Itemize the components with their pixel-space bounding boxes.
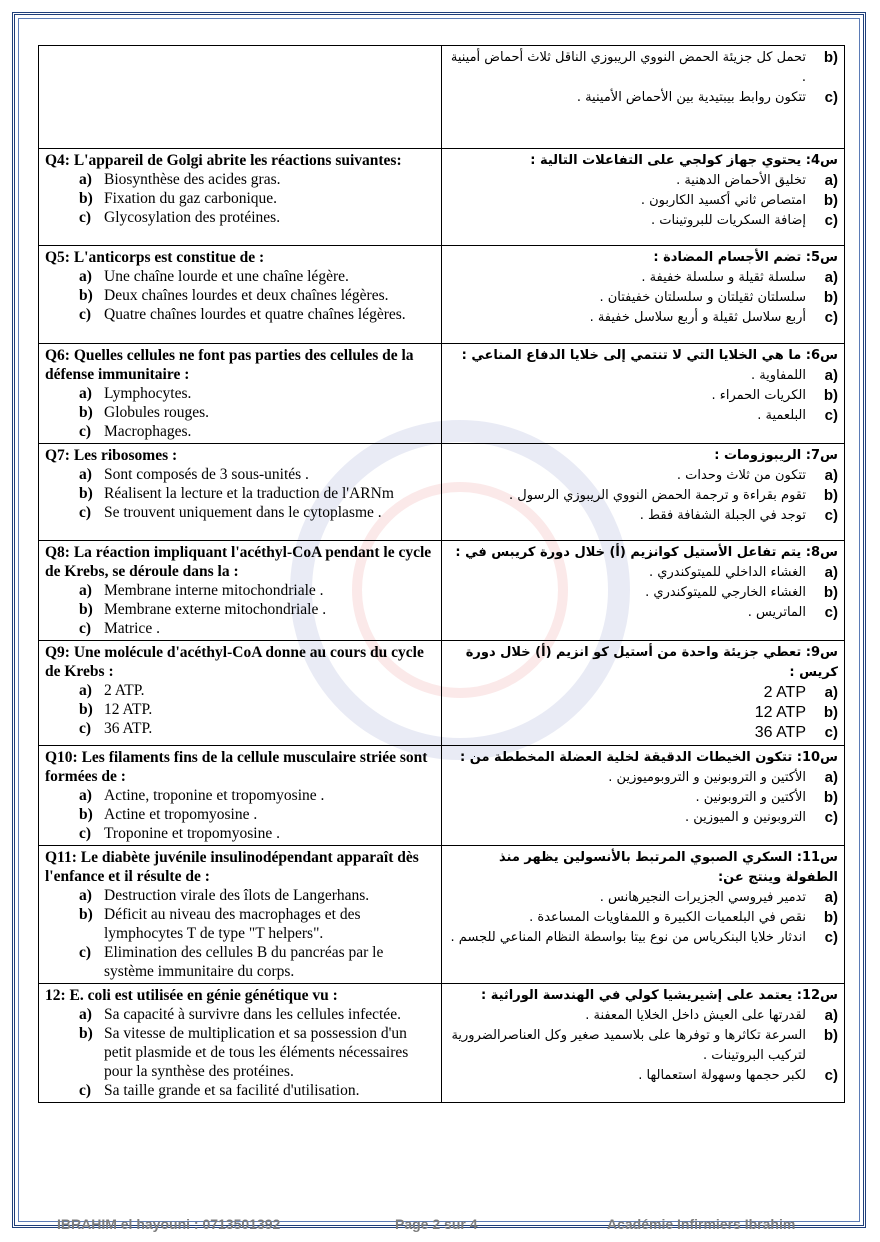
option-fr <box>45 805 435 824</box>
option-ar <box>448 268 838 288</box>
option-ar <box>448 908 838 928</box>
option-text: تتكون من ثلاث وحدات . <box>676 468 806 483</box>
option-ar <box>448 683 838 703</box>
option-fr <box>45 1024 435 1081</box>
option-letter: b) <box>823 487 838 504</box>
option-fr <box>45 824 435 843</box>
option-letter: c) <box>79 209 92 226</box>
option-letter: b) <box>823 789 838 806</box>
option-letter: a) <box>824 1007 838 1024</box>
option-text: لقدرتها على العيش داخل الخلايا المعفنة . <box>585 1008 806 1023</box>
french-cell <box>39 641 442 746</box>
question-row <box>39 444 845 541</box>
option-text: Destruction virale des îlots de Langerhans. <box>104 887 370 904</box>
option-text: Membrane interne mitochondriale . <box>104 582 324 599</box>
option-letter: b) <box>79 906 93 923</box>
option-fr <box>45 189 435 208</box>
option-letter: c) <box>79 306 92 323</box>
question-title-ar: س10: تتكون الخيطات الدقيقة لخلية العضلة المخططة من : <box>460 750 838 765</box>
question-title-ar: س9: تعطي جزيئة واحدة من أستيل كو انزيم (أ) خلال دورة كريس : <box>465 645 838 680</box>
option-fr <box>45 403 435 422</box>
option-letter: c) <box>79 620 92 637</box>
option-letter: a) <box>824 367 838 384</box>
option-ar <box>448 211 838 231</box>
option-text: 36 ATP. <box>104 720 153 737</box>
option-ar <box>448 171 838 191</box>
option-text: الأكتين و التروبونين . <box>695 790 806 805</box>
option-letter: c) <box>824 1067 838 1084</box>
french-cell <box>39 541 442 641</box>
option-letter: c) <box>824 407 838 424</box>
option-ar <box>448 1066 838 1086</box>
option-text: تتكون روابط بيبتيدية بين الأحماض الأمينية . <box>576 90 806 105</box>
option-ar <box>448 506 838 526</box>
question-title-fr: Q8: La réaction impliquant l'acéthyl-CoA pendant le cycle de Krebs, se déroule dans la : <box>45 544 432 580</box>
option-fr <box>45 305 435 324</box>
question-row <box>39 344 845 444</box>
option-text: تدمير فيروسي الجزيرات النجيرهانس . <box>599 890 806 905</box>
question-title-fr: Q9: Une molécule d'acéthyl-CoA donne au cours du cycle de Krebs : <box>45 644 424 680</box>
option-text: Actine et tropomyosine . <box>104 806 258 823</box>
option-fr <box>45 786 435 805</box>
option-letter: b) <box>823 704 838 721</box>
option-text: أربع سلاسل ثقيلة و أربع سلاسل خفيفة . <box>589 310 806 325</box>
option-fr <box>45 886 435 905</box>
option-letter: b) <box>79 190 93 207</box>
option-letter: c) <box>79 825 92 842</box>
option-ar <box>448 366 838 386</box>
option-text: Glycosylation des protéines. <box>104 209 281 226</box>
option-letter: b) <box>823 49 838 66</box>
option-fr <box>45 719 435 738</box>
option-letter: c) <box>79 720 92 737</box>
option-fr <box>45 170 435 189</box>
arabic-cell <box>442 541 845 641</box>
question-title-ar: س11: السكري الصبوي المرتبط بالأنسولين يظهر منذ الطفولة وينتج عن: <box>499 850 838 885</box>
arabic-cell <box>442 246 845 344</box>
french-cell <box>39 246 442 344</box>
option-text: Macrophages. <box>104 423 192 440</box>
option-text: تحمل كل جزيئة الحمض النووي الريبوزي الناقل ثلاث أحماض أمينية . <box>450 50 806 85</box>
option-fr <box>45 600 435 619</box>
option-letter: c) <box>79 423 92 440</box>
option-letter: c) <box>824 212 838 229</box>
option-fr <box>45 619 435 638</box>
option-fr <box>45 267 435 286</box>
option-ar <box>448 1026 838 1066</box>
option-text: Quatre chaînes lourdes et quatre chaînes légères. <box>104 306 406 323</box>
question-title-fr: Q10: Les filaments fins de la cellule musculaire striée sont formées de : <box>45 749 428 785</box>
option-text: Biosynthèse des acides gras. <box>104 171 281 188</box>
question-title-fr: Q7: Les ribosomes : <box>45 447 178 464</box>
option-text: الأكتين و التروبونين و التروبوميوزين . <box>608 770 806 785</box>
option-letter: a) <box>824 889 838 906</box>
question-title-ar: س6: ما هي الخلايا التي لا تنتمي إلى خلايا الدفاع المناعي : <box>461 348 838 363</box>
question-row <box>39 46 845 149</box>
french-cell <box>39 846 442 984</box>
question-title-ar: س7: الريبوزومات : <box>714 448 838 463</box>
option-letter: c) <box>79 504 92 521</box>
question-title-fr: Q6: Quelles cellules ne font pas parties des cellules de la défense immunitaire : <box>45 347 414 383</box>
option-text: تخليق الأحماض الدهنية . <box>676 173 806 188</box>
french-cell <box>39 746 442 846</box>
option-text: 12 ATP <box>754 704 806 721</box>
option-ar <box>448 406 838 426</box>
option-text: 2 ATP <box>763 684 806 701</box>
option-letter: b) <box>79 601 93 618</box>
option-fr <box>45 1005 435 1024</box>
option-letter: b) <box>79 806 93 823</box>
option-fr <box>45 384 435 403</box>
option-letter: a) <box>824 467 838 484</box>
option-letter: a) <box>824 269 838 286</box>
option-text: الماتريس . <box>747 605 806 620</box>
option-ar <box>448 888 838 908</box>
option-letter: a) <box>79 268 92 285</box>
option-text: Se trouvent uniquement dans le cytoplasme . <box>104 504 382 521</box>
question-row <box>39 746 845 846</box>
option-ar <box>448 288 838 308</box>
option-letter: b) <box>823 289 838 306</box>
option-text: Réalisent la lecture et la traduction de l'ARNm <box>104 485 394 502</box>
option-text: Sa vitesse de multiplication et sa possession d'un petit plasmide et de tous les éléments nécessaires pour la synthèse des protéines. <box>104 1025 409 1080</box>
option-text: Sa capacité à survivre dans les cellules infectée. <box>104 1006 401 1023</box>
option-ar <box>448 563 838 583</box>
option-text: تقوم بقراءة و ترجمة الحمض النووي الريبوزي الرسول . <box>509 488 806 503</box>
option-ar <box>448 308 838 328</box>
option-letter: a) <box>79 887 92 904</box>
option-ar <box>448 723 838 743</box>
question-title-fr: Q5: L'anticorps est constitue de : <box>45 249 265 266</box>
option-letter: b) <box>823 584 838 601</box>
option-letter: c) <box>824 724 838 741</box>
arabic-cell <box>442 846 845 984</box>
option-fr <box>45 581 435 600</box>
option-fr <box>45 681 435 700</box>
option-fr <box>45 484 435 503</box>
option-fr <box>45 700 435 719</box>
option-text: Troponine et tropomyosine . <box>104 825 280 842</box>
option-ar <box>448 703 838 723</box>
question-title-fr: 12: E. coli est utilisée en génie génétique vu : <box>45 987 338 1004</box>
option-text: الغشاء الداخلي للميتوكندري . <box>649 565 806 580</box>
option-letter: a) <box>824 769 838 786</box>
option-fr <box>45 1081 435 1100</box>
footer-author: IBRAHIM el hayouni : 0713501392 <box>57 1216 281 1232</box>
option-text: السرعة تكاثرها و توفرها على بلاسميد صغير وكل العناصرالضرورية لتركيب البروتينات . <box>451 1028 806 1063</box>
option-letter: b) <box>79 1025 93 1042</box>
question-row <box>39 846 845 984</box>
option-letter: b) <box>823 909 838 926</box>
option-ar <box>448 88 838 108</box>
option-text: نقص في البلعميات الكبيرة و اللمفاويات المساعدة . <box>529 910 806 925</box>
option-letter: c) <box>824 507 838 524</box>
option-ar <box>448 48 838 88</box>
option-letter: a) <box>824 684 838 701</box>
option-text: الكريات الحمراء . <box>711 388 806 403</box>
option-text: Lymphocytes. <box>104 385 192 402</box>
question-title-ar: س4: يحتوي جهاز كولجي على التفاعلات التالية : <box>530 153 838 168</box>
arabic-cell <box>442 149 845 246</box>
arabic-cell <box>442 984 845 1103</box>
option-text: امتصاص ثاني أكسيد الكاربون . <box>640 193 806 208</box>
french-cell <box>39 344 442 444</box>
option-letter: a) <box>79 466 92 483</box>
option-letter: a) <box>79 787 92 804</box>
option-letter: a) <box>79 171 92 188</box>
option-text: Sont composés de 3 sous-unités . <box>104 466 309 483</box>
arabic-cell <box>442 641 845 746</box>
option-text: Actine, troponine et tropomyosine . <box>104 787 325 804</box>
question-row <box>39 984 845 1103</box>
option-ar <box>448 1006 838 1026</box>
option-letter: b) <box>823 387 838 404</box>
option-letter: b) <box>823 192 838 209</box>
option-ar <box>448 928 838 948</box>
question-row <box>39 641 845 746</box>
option-ar <box>448 768 838 788</box>
footer-page: Page 2 sur 4 <box>395 1216 478 1232</box>
option-text: توجد في الجبلة الشفافة فقط . <box>639 508 806 523</box>
option-letter: c) <box>824 604 838 621</box>
option-text: 36 ATP <box>754 724 806 741</box>
option-text: Déficit au niveau des macrophages et des lymphocytes T de type "T helpers". <box>104 906 361 942</box>
question-title-fr: Q4: L'appareil de Golgi abrite les réactions suivantes: <box>45 152 402 169</box>
option-letter: a) <box>79 1006 92 1023</box>
option-letter: a) <box>79 385 92 402</box>
option-fr <box>45 286 435 305</box>
question-row <box>39 541 845 641</box>
option-text: اندثار خلايا البنكرياس من نوع بيتا بواسطة النظام المناعي للجسم . <box>450 930 806 945</box>
option-letter: b) <box>79 485 93 502</box>
question-title-fr: Q11: Le diabète juvénile insulinodépendant apparaît dès l'enfance et il résulte de : <box>45 849 419 885</box>
option-letter: c) <box>824 89 838 106</box>
option-text: اللمفاوية . <box>750 368 806 383</box>
option-letter: b) <box>79 287 93 304</box>
option-text: Une chaîne lourde et une chaîne légère. <box>104 268 349 285</box>
option-text: Deux chaînes lourdes et deux chaînes légères. <box>104 287 389 304</box>
option-letter: a) <box>824 564 838 581</box>
option-fr <box>45 943 435 981</box>
option-text: 2 ATP. <box>104 682 145 699</box>
option-fr <box>45 465 435 484</box>
option-text: الغشاء الخارجي للميتوكندري . <box>645 585 806 600</box>
option-text: Sa taille grande et sa facilité d'utilisation. <box>104 1082 360 1099</box>
option-letter: b) <box>823 1027 838 1044</box>
option-fr <box>45 422 435 441</box>
question-title-ar: س5: تضم الأجسام المضادة : <box>653 250 838 265</box>
french-cell <box>39 149 442 246</box>
footer <box>0 1216 880 1236</box>
option-text: إضافة السكريات للبروتينات . <box>651 213 806 228</box>
option-fr <box>45 208 435 227</box>
option-letter: a) <box>824 172 838 189</box>
questions-table <box>38 45 845 1103</box>
french-cell <box>39 444 442 541</box>
option-ar <box>448 191 838 211</box>
option-letter: c) <box>824 309 838 326</box>
question-row <box>39 246 845 344</box>
option-text: لكبر حجمها وسهولة استعمالها . <box>638 1068 806 1083</box>
option-ar <box>448 466 838 486</box>
option-ar <box>448 808 838 828</box>
option-letter: a) <box>79 582 92 599</box>
option-ar <box>448 486 838 506</box>
option-ar <box>448 788 838 808</box>
option-letter: c) <box>79 944 92 961</box>
option-text: Globules rouges. <box>104 404 210 421</box>
option-letter: c) <box>79 1082 92 1099</box>
option-text: Membrane externe mitochondriale . <box>104 601 327 618</box>
option-fr <box>45 905 435 943</box>
question-title-ar: س8: يتم تفاعل الأستيل كوانزيم (أ) خلال دورة كريبس في : <box>455 545 838 560</box>
option-ar <box>448 386 838 406</box>
option-letter: b) <box>79 701 93 718</box>
option-text: سلسلتان ثقيلتان و سلسلتان خفيفتان . <box>599 290 806 305</box>
option-text: Matrice . <box>104 620 160 637</box>
french-cell <box>39 984 442 1103</box>
option-letter: c) <box>824 809 838 826</box>
option-text: Elimination des cellules B du pancréas par le système immunitaire du corps. <box>104 944 384 980</box>
option-letter: a) <box>79 682 92 699</box>
option-ar <box>448 603 838 623</box>
french-cell <box>39 46 442 149</box>
footer-academy: Académie Infirmiers Ibrahim <box>607 1216 796 1232</box>
option-text: التروبونين و الميوزين . <box>684 810 806 825</box>
option-text: البلعمية . <box>757 408 806 423</box>
option-text: 12 ATP. <box>104 701 153 718</box>
option-text: Fixation du gaz carbonique. <box>104 190 278 207</box>
option-letter: b) <box>79 404 93 421</box>
arabic-cell <box>442 344 845 444</box>
option-ar <box>448 583 838 603</box>
option-text: سلسلة ثقيلة و سلسلة خفيفة . <box>641 270 806 285</box>
arabic-cell <box>442 46 845 149</box>
arabic-cell <box>442 444 845 541</box>
question-title-ar: س12: يعتمد على إشيريشيا كولي في الهندسة الوراثية : <box>481 988 838 1003</box>
option-letter: c) <box>824 929 838 946</box>
option-fr <box>45 503 435 522</box>
question-row <box>39 149 845 246</box>
arabic-cell <box>442 746 845 846</box>
